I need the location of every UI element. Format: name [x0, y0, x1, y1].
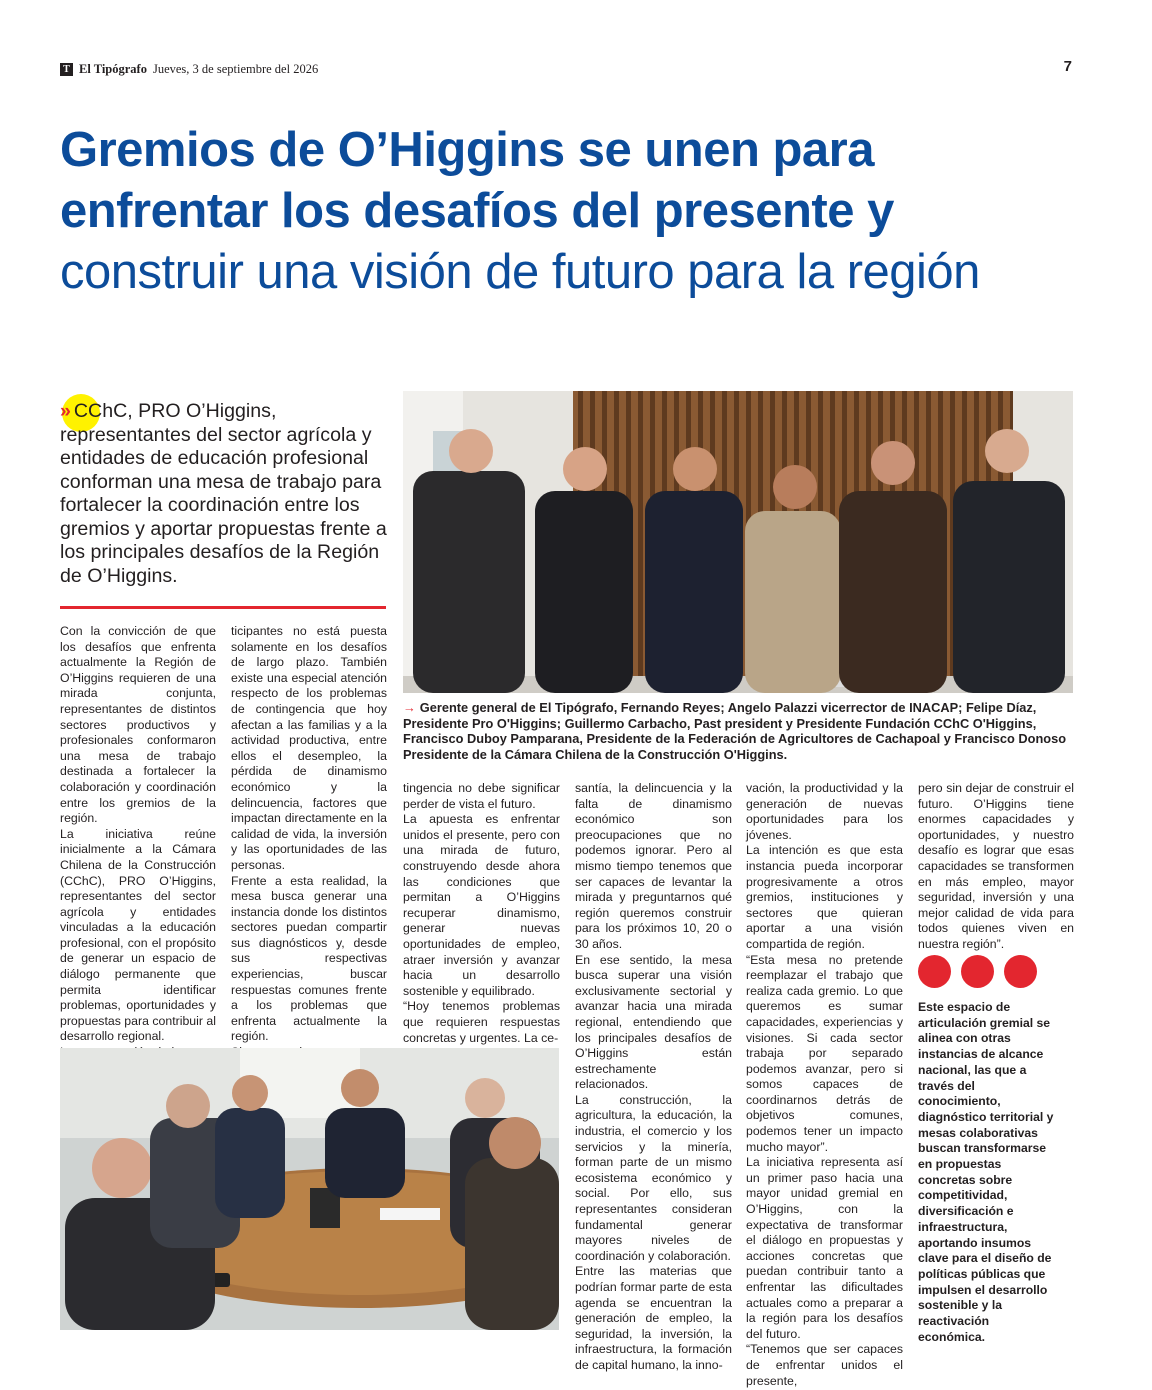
group-photo-illustration [403, 391, 1073, 693]
newspaper-name: El Tipógrafo [79, 61, 147, 76]
paragraph: Entre las materias que podrían formar parte de esta agenda se encuentran la generación de empleo, la seguridad, la inversión, la infraestructura, la formación de capital humano, la inno- [575, 1264, 732, 1372]
paragraph: santía, la delincuencia y la falta de dinamismo económico son preocupaciones que no podemos ignorar. Pero al mismo tiempo tenemos que ser capaces de levantar la mirada y preguntarnos qué región queremos construir para los próximos 10, 20 o 30 años. [575, 781, 732, 951]
red-dot-icon [918, 955, 951, 988]
paragraph: “Tenemos que ser capaces de enfrentar unidos el presente, [746, 1342, 903, 1388]
body-column-2 [231, 624, 387, 1092]
body-column-6 [918, 781, 1074, 953]
headline [60, 120, 1100, 303]
paragraph: La intención es que esta instancia pueda incorporar progresivamente a otros gremios, instituciones y sectores que quieran aportar a una visión compartida de región. [746, 843, 903, 951]
headline-line-3: construir una visión de futuro para la región [60, 245, 980, 299]
issue-date: Jueves, 3 de septiembre del 2026 [152, 61, 319, 76]
paragraph: La iniciativa reúne inicialmente a la Cámara Chilena de la Construcción (CChC), PRO O’Higgins, representantes del sector agrícola y entidades vinculadas a la educación profesional, con el propósito de generar un espacio de diálogo permanente que permita identificar problemas, oportunidades y propuestas para contribuir al desarrollo regional. [60, 826, 216, 1044]
body-column-5 [746, 781, 903, 1389]
headline-line-1: Gremios de O’Higgins se unen para [60, 123, 874, 177]
paragraph: En ese sentido, la mesa busca superar una visión exclusivamente sectorial y avanzar hacia una mirada regional, entendiendo que los principales desafíos de O’Higgins están estrechamente relacionados. [575, 952, 732, 1092]
lead-text: CChC, PRO O’Higgins, representantes del sector agrícola y entidades de educación profesional conforman una mesa de trabajo para fortalecer la coordinación entre los gremios y aportar propuestas frente a los principales desafíos de la Región de O’Higgins. [60, 400, 387, 587]
lead-marker-icon: » [60, 400, 71, 422]
caption-arrow-icon: → [403, 700, 416, 715]
caption-text: Gerente general de El Tipógrafo, Fernando Reyes; Angelo Palazzi vicerrector de INACAP; Felipe Díaz, Presidente Pro O'Higgins; Guillermo Carbacho, Past president y Presidente Fundación CChC O'Higgins, Francisco Duboy Pamparana, Presidente de la Federación de Agricultores de Cachapoal y Francisco Donoso Presidente de la Cámara Chilena de la Construcción O'Higgins. [403, 700, 1067, 762]
decorative-dots [918, 955, 1037, 988]
meeting-photo-illustration [60, 1048, 559, 1330]
photo-caption [403, 700, 1073, 762]
body-column-3 [403, 781, 560, 1046]
paragraph: ticipantes no está puesta solamente en los desafíos de largo plazo. También existe una especial atención respecto de los problemas de contingencia que hoy afectan a las familias y a la actividad productiva, entre ellos el desempleo, la pérdida de dinamismo económico y la delincuencia, factores que impactan directamente en la calidad de vida, la inversión y las oportunidades de las personas. [231, 624, 387, 872]
paragraph: La apuesta es enfrentar unidos el presente, pero con una mirada de futuro, construyendo desde ahora las condiciones que permitan a O’Higgins recuperar dinamismo, generar nuevas oportunidades de empleo, atraer inversión y avanzar hacia un desarrollo sostenible y equilibrado. [403, 812, 560, 998]
red-dot-icon [1004, 955, 1037, 988]
headline-line-2: enfrentar los desafíos del presente y [60, 184, 894, 238]
red-dot-icon [961, 955, 994, 988]
lead-paragraph [60, 400, 390, 588]
masthead [60, 60, 318, 78]
paragraph: Con la convicción de que los desafíos que enfrenta actualmente la Región de O’Higgins requieren de una mirada conjunta, representantes de distintos sectores productivos y profesionales conformaron una mesa de trabajo destinada a fortalecer la colaboración y coordinación entre los gremios de la región. [60, 624, 216, 826]
body-column-1 [60, 624, 216, 1061]
sidebar-note: Este espacio de articulación gremial se alinea con otras instancias de alcance nacional, las que a través del conocimiento, diagnóstico territorial y mesas colaborativas buscan transformarse en propuestas concretas sobre competitividad, diversificación e infraestructura, aportando insumos clave para el diseño de políticas públicas que impulsen el desarrollo sostenible y la reactivación económica. [918, 1000, 1054, 1344]
paragraph: tingencia no debe significar perder de vista el futuro. [403, 781, 560, 811]
paragraph: Frente a esta realidad, la mesa busca generar una instancia donde los distintos sectores puedan compartir sus diagnósticos y, desde sus respectivas experiencias, buscar respuestas comunes frente a los problemas que enfrenta actualmente la región. [231, 873, 387, 1044]
paragraph: La iniciativa representa así un primer paso hacia una mayor unidad gremial en O’Higgins, con la expectativa de transformar el diálogo en propuestas y acciones concretas que puedan contribuir tanto a enfrentar las dificultades actuales como a preparar a la región para los desafíos del futuro. [746, 1155, 903, 1341]
paragraph: vación, la productividad y la generación de nuevas oportunidades para los jóvenes. [746, 781, 903, 842]
body-column-4 [575, 781, 732, 1374]
group-photo [403, 391, 1073, 693]
paragraph: “Esta mesa no pretende reemplazar el trabajo que realiza cada gremio. Lo que queremos es sumar capacidades, experiencias y visiones. Si cada sector trabaja por separado podemos avanzar, pero si somos capaces de coordinarnos detrás de objetivos comunes, podemos tener un impacto mucho mayor”. [746, 952, 903, 1154]
paragraph: pero sin dejar de construir el futuro. O’Higgins tiene enormes capacidades y oportunidades, y nuestro desafío es lograr que esas capacidades se transformen en más empleo, mayor seguridad, inversión y una mejor calidad de vida para todos quienes viven en nuestra región”. [918, 781, 1074, 951]
newspaper-logo-icon: T [60, 63, 73, 76]
paragraph: “Hoy tenemos problemas que requieren respuestas concretas y urgentes. La ce- [403, 999, 560, 1045]
meeting-photo [60, 1048, 559, 1330]
lead-divider [60, 606, 386, 609]
paragraph: La construcción, la agricultura, la educación, la industria, el comercio y los servicios y la minería, forman parte de un mismo ecosistema económico y social. Por ello, sus representantes consideran fundamental generar mayores niveles de coordinación y colaboración. [575, 1092, 732, 1263]
page-number: 7 [1063, 58, 1072, 75]
